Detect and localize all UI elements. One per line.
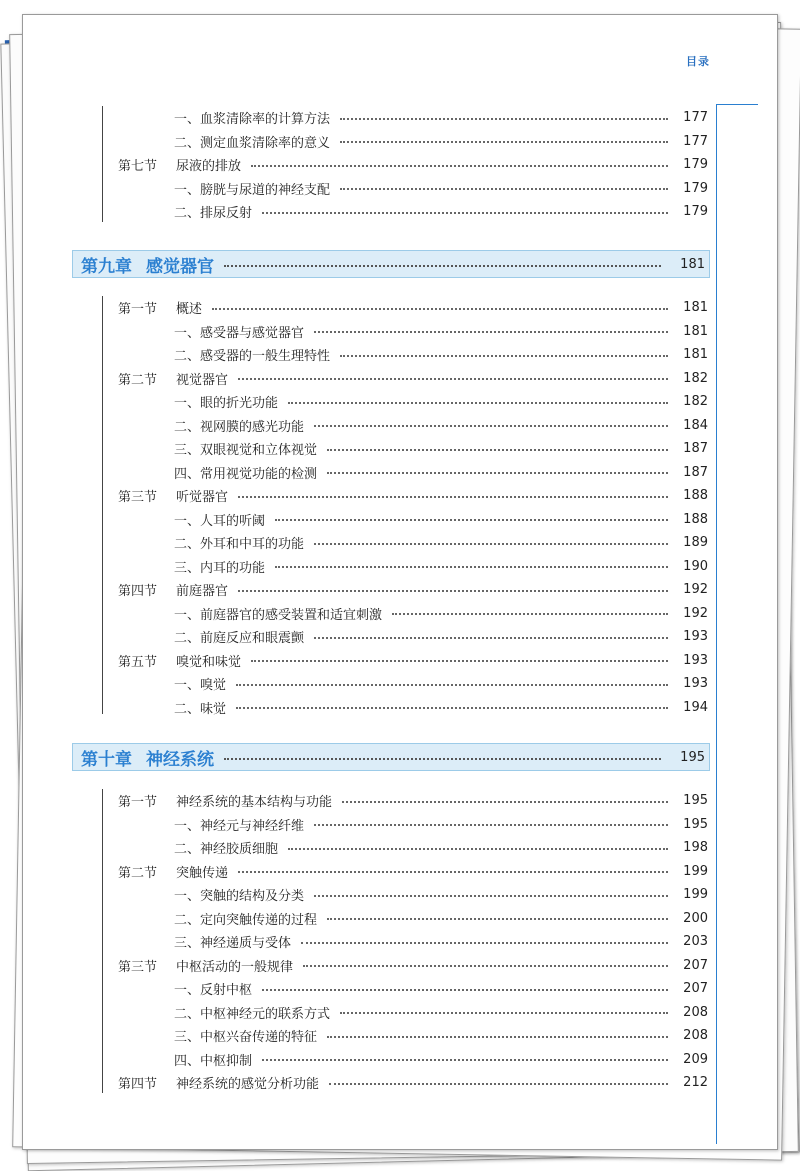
dot-leader [236,707,668,709]
page-number: 189 [683,535,708,550]
page-number: 193 [683,676,708,691]
page-number: 179 [683,180,708,196]
entry-title: 一、血浆清除率的计算方法 [174,112,331,127]
dot-leader [340,355,668,357]
dot-leader [224,265,661,267]
toc-subentry[interactable] [102,320,708,343]
section-number: 第三节 [118,959,158,975]
toc-subentry[interactable] [102,1001,708,1024]
dot-leader [224,758,661,760]
toc-section-entry[interactable] [102,296,708,319]
dot-leader [314,824,668,826]
dot-leader [327,1036,668,1038]
page-number: 207 [683,981,708,996]
page-number: 198 [683,840,708,855]
entry-title: 三、内耳的功能 [174,560,266,576]
running-header: 目录 [686,55,710,68]
dot-leader [238,871,668,873]
toc-subentry[interactable] [102,390,708,413]
page-number: 182 [683,370,708,386]
entry-title: 二、神经胶质细胞 [174,842,279,857]
toc-subentry[interactable] [102,200,708,223]
page-number: 187 [683,441,708,456]
toc-subentry[interactable] [102,696,708,719]
page-number: 192 [683,582,708,597]
entry-title: 视觉器官 [176,372,229,388]
chapter-number: 第九章 [81,256,132,277]
dot-leader [212,308,668,310]
page-number: 209 [683,1051,708,1067]
page-number: 193 [683,652,708,668]
page-number: 200 [683,910,708,926]
dot-leader [327,918,668,920]
toc-subentry[interactable] [102,977,708,1000]
dot-leader [275,519,668,521]
chapter-title: 感觉器官 [146,256,214,277]
dot-leader [288,848,668,850]
entry-title: 二、测定血浆清除率的意义 [174,135,331,151]
dot-leader [303,965,668,967]
toc-section-entry[interactable] [102,789,708,812]
section-number: 第五节 [118,654,158,670]
toc-subentry[interactable] [102,437,708,460]
dot-leader [340,141,668,143]
page-number: 212 [683,1075,708,1090]
dot-leader [262,212,668,214]
dot-leader [238,496,668,498]
toc-subentry[interactable] [102,672,708,695]
dot-leader [288,402,668,404]
page-number: 193 [683,629,708,644]
entry-title: 一、膀胱与尿道的神经支配 [174,182,331,198]
entry-title: 前庭器官 [176,584,229,599]
entry-title: 二、味觉 [174,701,227,717]
entry-title: 四、常用视觉功能的检测 [174,466,318,482]
entry-title: 二、定向突触传递的过程 [174,912,318,928]
page-number: 194 [683,699,708,715]
chapter-title: 神经系统 [146,749,214,770]
entry-title: 突触传递 [176,865,229,881]
dot-leader [301,942,668,944]
page-number: 182 [683,394,708,409]
dot-leader [314,895,668,897]
dot-leader [327,472,668,474]
entry-title: 三、双眼视觉和立体视觉 [174,443,318,458]
toc-section-entry[interactable] [102,1071,708,1094]
toc-subentry[interactable] [102,907,708,930]
dot-leader [238,590,668,592]
section-number: 第一节 [118,795,158,810]
page-number: 208 [683,1004,708,1020]
section-number: 第二节 [118,372,158,388]
dot-leader [238,378,668,380]
entry-title: 二、外耳和中耳的功能 [174,537,305,552]
page-number: 187 [683,464,708,480]
chapter-heading[interactable] [72,250,710,278]
toc-section-entry[interactable] [102,578,708,601]
toc-subentry[interactable] [102,106,708,129]
dot-leader [314,331,668,333]
toc-subentry[interactable] [102,930,708,953]
toc-subentry[interactable] [102,883,708,906]
page-number: 199 [683,887,708,902]
section-number: 第四节 [118,1077,158,1092]
page-number: 199 [683,863,708,879]
page-number: 177 [683,110,708,125]
entry-title: 概述 [176,302,203,317]
toc-subentry[interactable] [102,461,708,484]
page-number: 203 [683,934,708,949]
page-number: 188 [683,511,708,527]
entry-title: 一、反射中枢 [174,983,253,998]
toc-subentry[interactable] [102,343,708,366]
dot-leader [314,637,668,639]
page-number: 181 [680,256,705,272]
page-number: 192 [683,605,708,621]
section-number: 第一节 [118,302,158,317]
toc-subentry[interactable] [102,1024,708,1047]
entry-title: 一、突触的结构及分类 [174,889,305,904]
dot-leader [327,449,668,451]
toc-subentry[interactable] [102,414,708,437]
dot-leader [340,188,668,190]
entry-title: 二、中枢神经元的联系方式 [174,1006,331,1022]
page-number: 181 [683,347,708,362]
toc-subentry[interactable] [102,1048,708,1071]
dot-leader [340,118,668,120]
toc-subentry[interactable] [102,813,708,836]
dot-leader [236,684,668,686]
page-number: 181 [683,300,708,315]
toc-section-entry[interactable] [102,153,708,176]
dot-leader [251,165,668,167]
entry-title: 二、前庭反应和眼震颤 [174,631,305,646]
page-number: 195 [683,793,708,808]
entry-title: 一、人耳的听阈 [174,513,266,529]
dot-leader [392,613,668,615]
page-number: 208 [683,1028,708,1043]
toc-section-entry[interactable] [102,484,708,507]
section-number: 第四节 [118,584,158,599]
dot-leader [262,989,668,991]
dot-leader [275,566,668,568]
entry-title: 一、眼的折光功能 [174,396,279,411]
entry-title: 一、感受器与感觉器官 [174,325,305,341]
page-number: 190 [683,558,708,574]
entry-title: 神经系统的基本结构与功能 [176,795,333,810]
page-number: 207 [683,957,708,973]
entry-title: 尿液的排放 [176,159,242,174]
page-number: 195 [683,816,708,832]
page-number: 184 [683,417,708,433]
section-number: 第七节 [118,159,158,174]
page-number: 177 [683,133,708,149]
toc-subentry[interactable] [102,531,708,554]
entry-title: 一、前庭器官的感受装置和适宜刺激 [174,607,383,623]
entry-title: 四、中枢抑制 [174,1053,253,1069]
entry-title: 二、感受器的一般生理特性 [174,349,331,364]
page-number: 179 [683,157,708,172]
entry-title: 二、排尿反射 [174,206,253,221]
toc-subentry[interactable] [102,555,708,578]
chapter-heading[interactable] [72,743,710,771]
toc-subentry[interactable] [102,625,708,648]
dot-leader [340,1012,668,1014]
page-number: 179 [683,204,708,219]
section-number: 第三节 [118,490,158,505]
chapter-number: 第十章 [81,749,132,770]
page-number: 188 [683,488,708,503]
entry-title: 一、嗅觉 [174,678,227,693]
entry-title: 二、视网膜的感光功能 [174,419,305,435]
toc-section-entry[interactable] [102,954,708,977]
entry-title: 三、神经递质与受体 [174,936,292,951]
toc-section-entry[interactable] [102,649,708,672]
toc-subentry[interactable] [102,508,708,531]
toc-subentry[interactable] [102,836,708,859]
dot-leader [251,660,668,662]
toc-subentry[interactable] [102,177,708,200]
dot-leader [329,1083,668,1085]
margin-rule [716,104,758,105]
dot-leader [314,425,668,427]
entry-title: 神经系统的感觉分析功能 [176,1077,320,1092]
entry-title: 三、中枢兴奋传递的特征 [174,1030,318,1045]
dot-leader [262,1059,668,1061]
margin-rule [716,104,717,1144]
toc-section-entry[interactable] [102,860,708,883]
page-number: 181 [683,323,708,339]
page-number: 195 [680,749,705,765]
entry-title: 嗅觉和味觉 [176,654,242,670]
toc-subentry[interactable] [102,602,708,625]
toc-subentry[interactable] [102,130,708,153]
dot-leader [314,543,668,545]
entry-title: 中枢活动的一般规律 [176,959,294,975]
section-number: 第二节 [118,865,158,881]
dot-leader [342,801,668,803]
toc-section-entry[interactable] [102,367,708,390]
entry-title: 听觉器官 [176,490,229,505]
entry-title: 一、神经元与神经纤维 [174,818,305,834]
